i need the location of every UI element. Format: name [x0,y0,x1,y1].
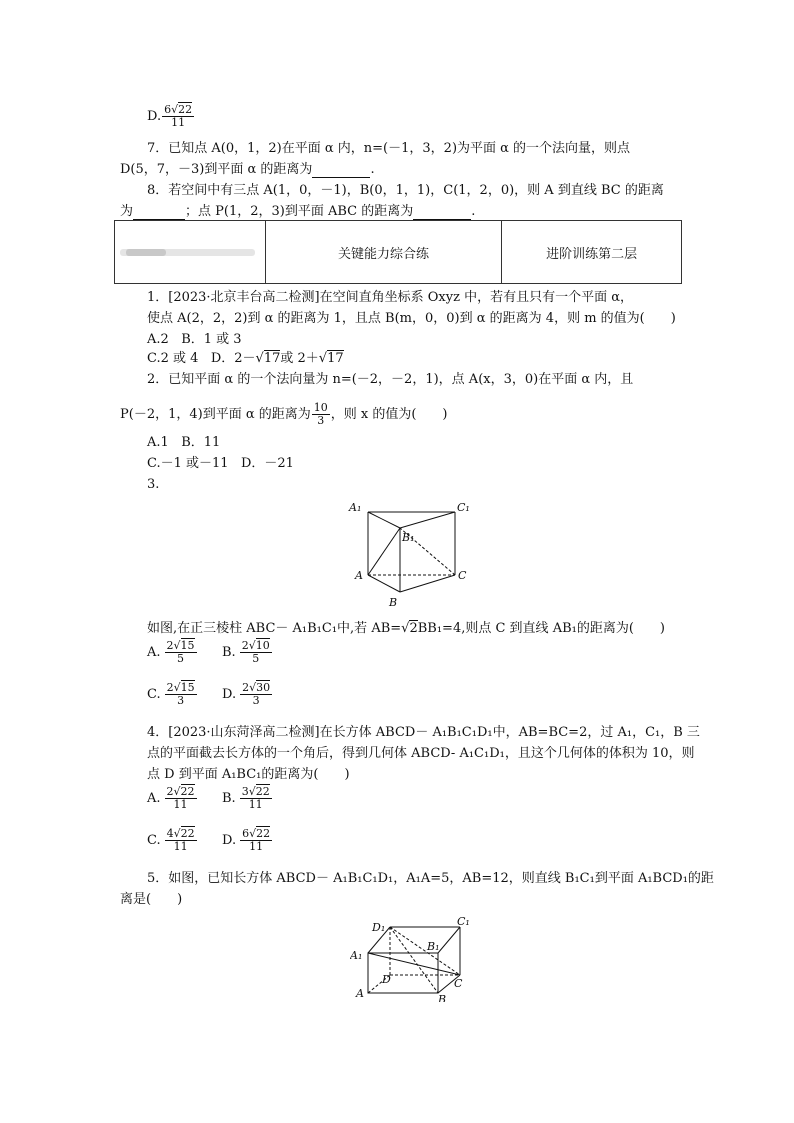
section-title: 关键能力综合练 [265,221,502,284]
label-b1: B₁ [402,531,415,544]
p1-options-ab: A.2 B．1 或 3 [147,332,242,347]
label-d: D [382,973,391,986]
q6-option-d: D. $\frac{6√22}{11}$ [147,103,193,129]
q8-line-1: 8．若空间中有三点 A(1，0，－1)，B(0，1，1)，C(1，2，0)，则 A 到直线 BC 的距离 [147,183,664,198]
p3-option-d: D. $\frac{2√30}{3}$ [222,681,271,707]
p4-option-c: C. $\frac{4√22}{11}$ [147,827,195,853]
prism-figure [345,495,475,610]
p4-option-b: B. $\frac{3√22}{11}$ [222,785,270,811]
section-level: 进阶训练第二层 [502,221,682,284]
progress-bar [120,249,255,256]
p3-option-b: B. $\frac{2√10}{5}$ [222,639,270,665]
p5-line-2: 离是( ) [120,892,183,907]
p3-number: 3. [147,477,160,492]
p2-options-ab: A.1 B．11 [147,435,221,450]
p4-line-3: 点 D 到平面 A₁BC₁的距离为( ) [147,767,350,782]
label-a1: A₁ [350,949,363,962]
p4-line-2: 点的平面截去长方体的一个角后，得到几何体 ABCD- A₁C₁D₁，且这个几何体的体积为 10，则 [147,746,695,761]
label-d1: D₁ [372,921,386,934]
label-a: A [356,987,364,1000]
p3-option-c: C. $\frac{2√15}{3}$ [147,681,195,707]
label-b1: B₁ [427,940,440,953]
p3-stem: 如图,在正三棱柱 ABC－ A₁B₁C₁中,若 AB=√2BB₁=4,则点 C 到直线 AB₁的距离为( ) [147,621,665,636]
label-a: A [355,569,363,582]
label-b: B [389,596,398,609]
p1-line-2: 使点 A(2，2，2)到 α 的距离为 1，且点 B(m，0，0)到 α 的距离为 4，则 m 的值为( ) [147,311,676,326]
label-c1: C₁ [457,917,470,928]
p5-line-1: 5．如图，已知长方体 ABCD－ A₁B₁C₁D₁，A₁A=5，AB=12，则直线 B₁C₁到平面 A₁BCD₁的距 [147,871,714,886]
p4-option-d: D. $\frac{6√22}{11}$ [222,827,271,853]
section-header [114,220,682,284]
q7-line-1: 7．已知点 A(0，1，2)在平面 α 内，n=(－1，3，2)为平面 α 的一个法向量，则点 [147,141,631,156]
q8-line-2: 为 ；点 P(1，2，3)到平面 ABC 的距离为 . [120,204,476,219]
p3-option-a: A. $\frac{2√15}{5}$ [147,639,195,665]
p1-line-1: 1．[2023·北京丰台高二检测]在空间直角坐标系 Oxyz 中，若有且只有一个平面 α， [147,290,633,305]
p2-line-1: 2．已知平面 α 的一个法向量为 n=(－2，－2，1)，点 A(x，3，0)在平面 α 内，且 [147,372,634,387]
label-a1: A₁ [349,501,362,514]
p2-options-cd: C.－1 或－11 D．－21 [147,456,294,471]
p4-line-1: 4．[2023·山东菏泽高二检测]在长方体 ABCD－ A₁B₁C₁D₁中，AB=BC=2，过 A₁，C₁，B 三 [147,725,700,740]
q7-answer-blank[interactable] [312,164,370,178]
q7-line-2: D(5，7，－3)到平面 α 的距离为 . [120,162,375,177]
label-c: C [458,569,467,582]
q8-answer-blank-2[interactable] [413,206,471,220]
label-c: C [454,977,463,990]
cuboid-figure [350,917,480,1002]
label-c1: C₁ [457,501,470,514]
label-b: B [438,993,447,1002]
p2-line-2: P(－2，1，4)到平面 α 的距离为 $\frac{10}{3}$ ，则 x 的值为( ) [120,401,448,427]
q8-answer-blank-1[interactable] [133,206,185,220]
p4-option-a: A. $\frac{2√22}{11}$ [147,785,195,811]
p1-options-cd: C.2 或 4 D．2－√17或 2＋√17 [147,351,344,366]
